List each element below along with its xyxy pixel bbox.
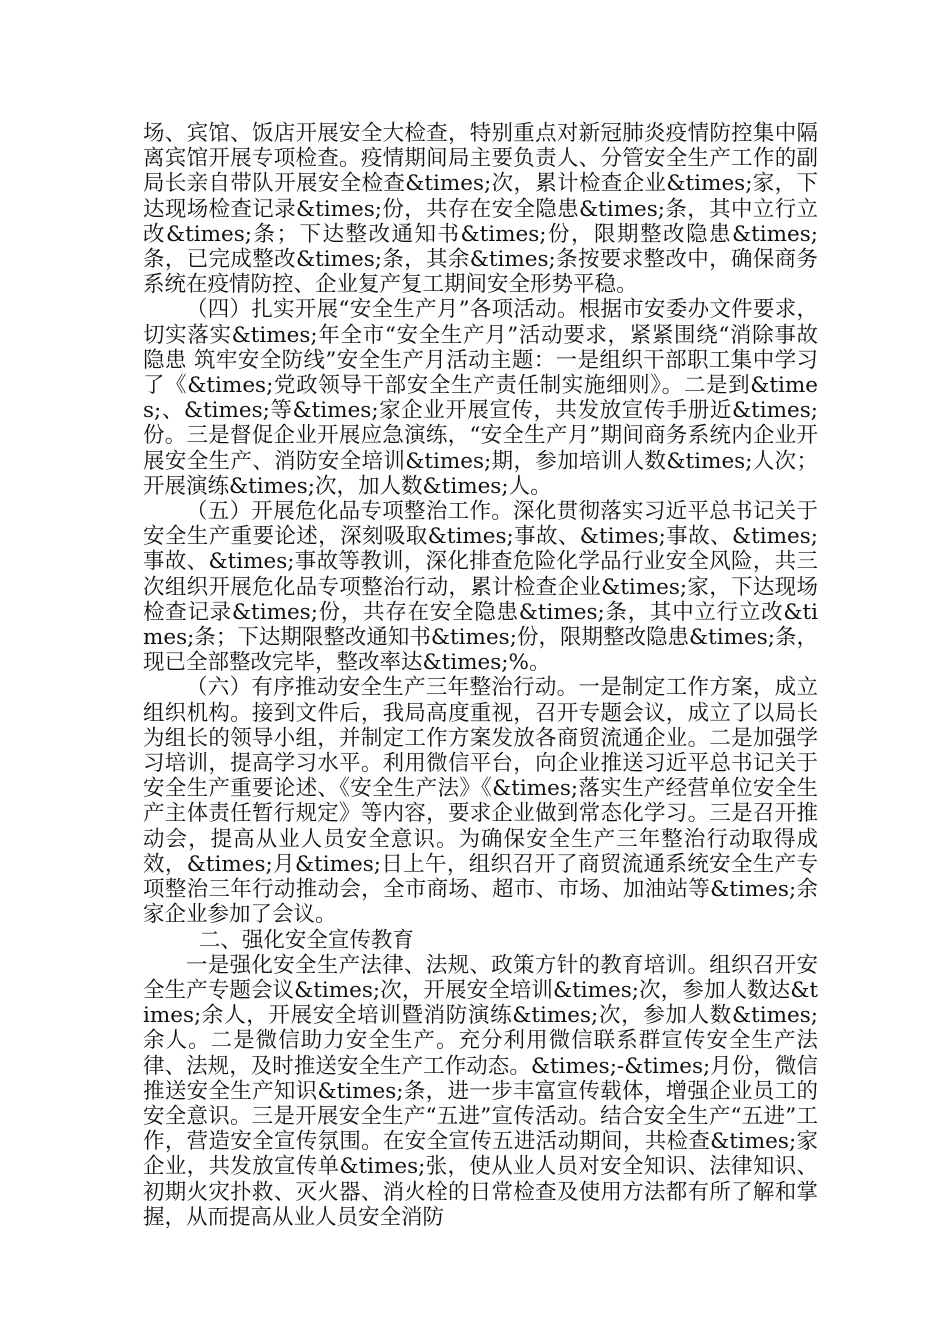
document-page: [143, 121, 818, 1230]
paragraph-three-year-action: （六）有序推动安全生产三年整治行动。一是制定工作方案，成立组织机构。接到文件后，我局高度重视，召开专题会议，成立了以局长为组长的领导小组，并制定工作方案发放各商贸流通企业。二是加强学习培训，提高学习水平。利用微信平台，向企业推送习近平总书记关于安全生产重要论述、《安全生产法》《&times;落实生产经营单位安全生产主体责任暂行规定》等内容，要求企业做到常态化学习。三是召开推动会，提高从业人员安全意识。为确保安全生产三年整治行动取得成效，&times;月&times;日上午，组织召开了商贸流通系统安全生产专项整治三年行动推动会，全市商场、超市、市场、加油站等&times;余家企业参加了会议。: [143, 675, 818, 928]
paragraph-hazardous-chemicals: （五）开展危化品专项整治工作。深化贯彻落实习近平总书记关于安全生产重要论述，深刻吸取&times;事故、&times;事故、&times;事故、&times;事故等教训，深化排查危险化学品行业安全风险，共三次组织开展危化品专项整治行动，累计检查企业&times;家，下达现场检查记录&times;份，共存在安全隐患&times;条，其中立行立改&times;条；下达期限整改通知书&times;份，限期整改隐患&times;条，现已全部整改完毕，整改率达&times;%。: [143, 499, 818, 676]
section-heading: 二、强化安全宣传教育: [198, 927, 414, 953]
paragraph-safety-month: （四）扎实开展“安全生产月”各项活动。根据市安委办文件要求，切实落实&times;年全市“安全生产月”活动要求，紧紧围绕“消除事故隐患 筑牢安全防线”安全生产月活动主题：一是组织干部职工集中学习了《&times;党政领导干部安全生产责任制实施细则》。二是到&times;、&times;等&times;家企业开展宣传，共发放宣传手册近&times;份。三是督促企业开展应急演练，“安全生产月”期间商务系统内企业开展安全生产、消防安全培训&times;期，参加培训人数&times;人次；开展演练&times;次，加人数&times;人。: [143, 297, 818, 499]
paragraph-continuation: 场、宾馆、饭店开展安全大检查，特别重点对新冠肺炎疫情防控集中隔离宾馆开展专项检查。疫情期间局主要负责人、分管安全生产工作的副局长亲自带队开展安全检查&times;次，累计检查企业&times;家，下达现场检查记录&times;份，共存在安全隐患&times;条，其中立行立改&times;条；下达整改通知书&times;份，限期整改隐患&times;条，已完成整改&times;条，其余&times;条按要求整改中，确保商务系统在疫情防控、企业复产复工期间安全形势平稳。: [143, 121, 818, 298]
paragraph-safety-education: 一是强化安全生产法律、法规、政策方针的教育培训。组织召开安全生产专题会议&times;次，开展安全培训&times;次，参加人数达&times;余人，开展安全培训暨消防演练&times;次，参加人数&times;余人。二是微信助力安全生产。充分利用微信联系群宣传安全生产法律、法规，及时推送安全生产工作动态。&times;-&times;月份，微信推送安全生产知识&times;条，进一步丰富宣传载体，增强企业员工的安全意识。三是开展安全生产“五进”宣传活动。结合安全生产“五进”工作，营造安全宣传氛围。在安全宣传五进活动期间，共检查&times;家企业，共发放宣传单&times;张，使从业人员对安全知识、法律知识、初期火灾扑救、灭火器、消火栓的日常检查及使用方法都有所了解和掌握，从而提高从业人员安全消防: [143, 952, 818, 1230]
